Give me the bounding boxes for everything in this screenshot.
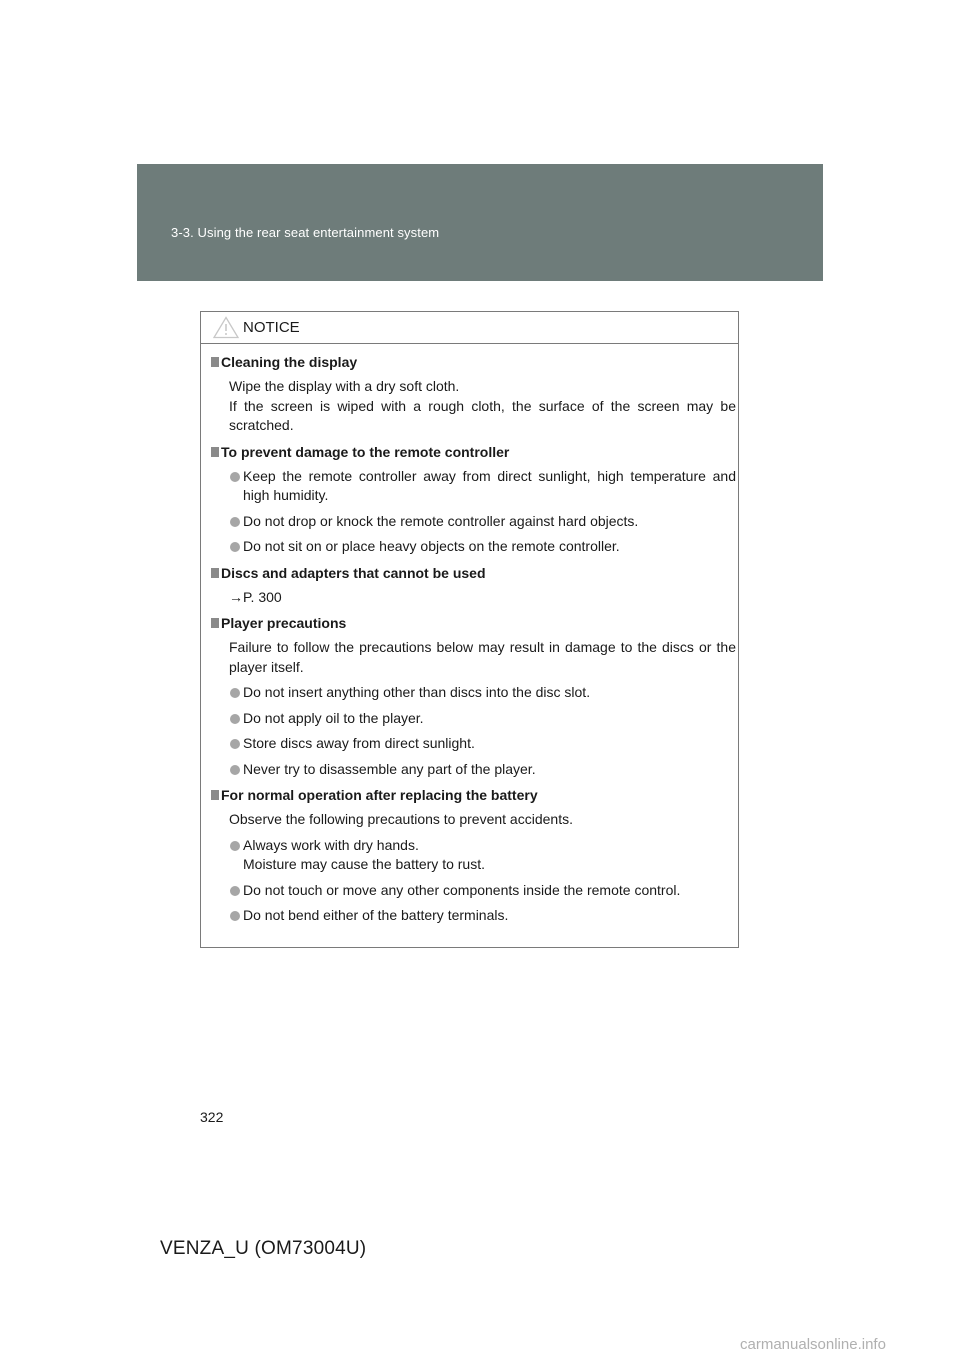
bullet-item: Do not drop or knock the remote controller against hard objects. [211, 512, 736, 532]
circle-bullet-icon [230, 472, 240, 482]
circle-bullet-icon [230, 886, 240, 896]
section-title: 3-3. Using the rear seat entertainment system [171, 225, 440, 240]
circle-bullet-icon [230, 542, 240, 552]
section-heading-player: Player precautions [211, 613, 736, 633]
bullet-item: Store discs away from direct sunlight. [211, 734, 736, 754]
square-bullet-icon [211, 568, 219, 578]
circle-bullet-icon [230, 688, 240, 698]
page-number: 322 [200, 1109, 224, 1125]
bullet-item: Do not bend either of the battery terminals. [211, 906, 736, 926]
circle-bullet-icon [230, 517, 240, 527]
bullet-item: Always work with dry hands. Moisture may cause the battery to rust. [211, 836, 736, 875]
bullet-item: Never try to disassemble any part of the player. [211, 760, 736, 780]
paragraph: Failure to follow the precautions below may result in damage to the discs or the player itself. [229, 639, 736, 675]
document-code: VENZA_U (OM73004U) [160, 1238, 367, 1259]
circle-bullet-icon [230, 911, 240, 921]
square-bullet-icon [211, 447, 219, 457]
notice-box [200, 311, 739, 948]
square-bullet-icon [211, 618, 219, 628]
warning-triangle-icon [213, 316, 239, 339]
section-heading-discs: Discs and adapters that cannot be used [211, 563, 736, 583]
section-heading-battery: For normal operation after replacing the battery [211, 785, 736, 805]
notice-title: NOTICE [243, 319, 300, 336]
page-reference-link[interactable]: →P. 300 [229, 588, 282, 605]
bullet-item: Do not insert anything other than discs into the disc slot. [211, 683, 736, 703]
circle-bullet-icon [230, 841, 240, 851]
section-header-band [137, 164, 823, 281]
circle-bullet-icon [230, 765, 240, 775]
circle-bullet-icon [230, 714, 240, 724]
paragraph: Observe the following precautions to prevent accidents. [229, 811, 573, 827]
section-heading-cleaning: Cleaning the display [211, 352, 736, 372]
bullet-item: Do not touch or move any other components inside the remote control. [211, 881, 736, 901]
notice-body [211, 352, 736, 932]
paragraph: Wipe the display with a dry soft cloth. If the screen is wiped with a rough cloth, the surface of the screen may be scratched. [229, 378, 736, 433]
bullet-item: Keep the remote controller away from direct sunlight, high temperature and high humidity. [211, 467, 736, 506]
bullet-item: Do not sit on or place heavy objects on the remote controller. [211, 537, 736, 557]
section-heading-remote-damage: To prevent damage to the remote controller [211, 442, 736, 462]
notice-header [201, 312, 738, 344]
square-bullet-icon [211, 357, 219, 367]
circle-bullet-icon [230, 739, 240, 749]
square-bullet-icon [211, 790, 219, 800]
watermark: carmanualsonline.info [740, 1336, 886, 1353]
bullet-item: Do not apply oil to the player. [211, 709, 736, 729]
